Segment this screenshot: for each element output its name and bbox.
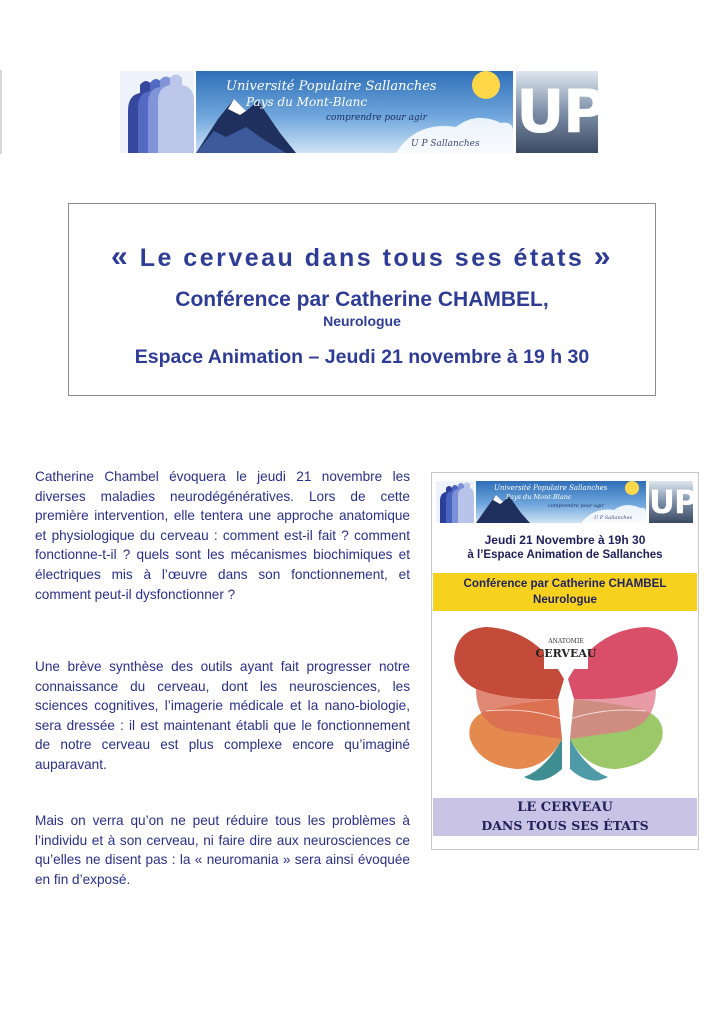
title-text: Le cerveau dans tous ses états bbox=[139, 244, 585, 272]
poster-anatomie-label: ANATOMIE bbox=[548, 638, 584, 645]
paragraph-neuromania: Mais on verra qu’on ne peut réduire tous les problèmes à l’individu et à son cerveau, ni faire dire aux neurosciences ce qu’elles ne disent pas : la « neuromania » sera ainsi évoquée en fin d’exposé. bbox=[35, 813, 410, 887]
university-banner bbox=[120, 71, 605, 153]
brain-illustration bbox=[446, 619, 686, 789]
poster-venue: à l’Espace Animation de Sallanches bbox=[467, 549, 663, 561]
banner-signature: U P Sallanches bbox=[411, 139, 480, 149]
poster-title-band bbox=[433, 798, 697, 836]
poster-banner-title: Université Populaire Sallanches bbox=[494, 484, 608, 492]
paragraph-intro: Catherine Chambel évoquera le jeudi 21 novembre les diverses maladies neurodégénératives. Lors de cette première intervention, elle tentera une approche anatomique et physiologique du cerveau : comment est-il fait ? comment fonctionne-t-il ? quels sont les mécanismes biochimiques et électriques mis à l’œuvre dans son fonctionnement, et comment peut-il dysfonctionner ? bbox=[35, 469, 410, 602]
poster-up-logo bbox=[649, 481, 697, 523]
poster-banner-motto: comprendre pour agir bbox=[548, 503, 605, 509]
poster-silhouettes-logo bbox=[436, 481, 474, 523]
open-quote: « bbox=[111, 240, 131, 273]
paragraph-synthesis: Une brève synthèse des outils ayant fait progresser notre connaissance du cerveau, dont les neurosciences, les sciences cognitives, l’imagerie médicale et la nano-biologie, sera dressée : il est maintenant établi que le fonctionnement de notre cerveau est plus complexe encore qu’imaginé auparavant. bbox=[35, 659, 410, 772]
poster-cerveau-label: CERVEAU bbox=[535, 647, 597, 660]
poster-role: Neurologue bbox=[533, 594, 597, 606]
banner-subtitle: Pays du Mont-Blanc bbox=[246, 95, 368, 109]
poster-title-line1: LE CERVEAU bbox=[517, 800, 613, 815]
banner-motto: comprendre pour agir bbox=[326, 113, 427, 123]
poster-banner-subtitle: Pays du Mont-Blanc bbox=[506, 493, 572, 501]
poster-banner-signature: U P Sallanches bbox=[594, 515, 633, 521]
poster-up-logo-text: UP bbox=[649, 483, 697, 521]
title-box bbox=[68, 203, 656, 396]
up-logo-text: UP bbox=[516, 77, 605, 147]
poster-speaker-band bbox=[433, 573, 697, 611]
conference-title bbox=[69, 240, 655, 274]
speaker-role: Neurologue bbox=[323, 313, 401, 329]
poster-banner bbox=[436, 481, 697, 523]
close-quote: » bbox=[593, 240, 613, 273]
banner-title: Université Populaire Sallanches bbox=[226, 79, 437, 94]
event-poster bbox=[431, 472, 699, 850]
margin-rule bbox=[0, 70, 2, 154]
poster-date: Jeudi 21 Novembre à 19h 30 bbox=[484, 533, 646, 547]
poster-speaker: Conférence par Catherine CHAMBEL bbox=[463, 577, 667, 590]
speaker-line: Conférence par Catherine CHAMBEL, bbox=[175, 288, 549, 311]
place-date: Espace Animation – Jeudi 21 novembre à 19 h 30 bbox=[134, 346, 590, 368]
poster-title-line2: DANS TOUS SES ÉTATS bbox=[481, 818, 649, 833]
banner-panel bbox=[196, 71, 513, 153]
up-logo bbox=[516, 71, 605, 153]
silhouettes-logo bbox=[120, 71, 194, 153]
poster-banner-panel bbox=[476, 481, 646, 523]
